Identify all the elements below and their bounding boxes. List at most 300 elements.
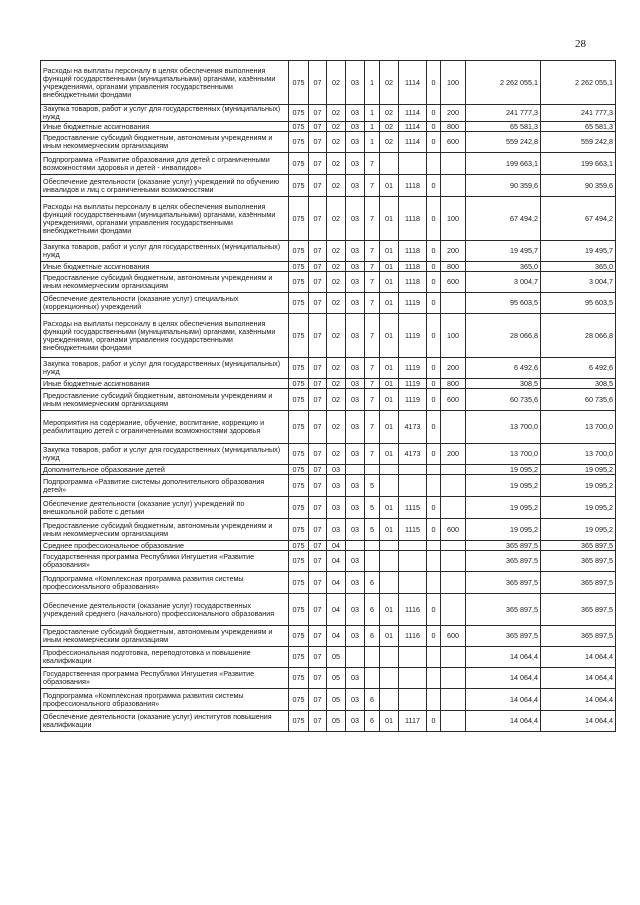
code-cell-c5: 5 (365, 519, 380, 541)
code-cell-c1: 075 (289, 153, 309, 175)
row-name-cell: Иные бюджетные ассигнования (41, 262, 289, 272)
code-cell-c4: 03 (346, 444, 365, 465)
code-cell-c4: 03 (346, 411, 365, 444)
code-cell-c5: 7 (365, 314, 380, 358)
code-cell-c5: 7 (365, 411, 380, 444)
table-row (41, 444, 616, 465)
row-name-cell: Обеспечение деятельности (оказание услуг) институтов повышения квалификации (41, 711, 289, 732)
table-row (41, 153, 616, 175)
code-cell-c6: 02 (380, 132, 399, 153)
code-cell-c4: 03 (346, 668, 365, 689)
code-cell-c7: 1119 (399, 314, 427, 358)
row-name-cell: Подпрограмма «Развитие системы дополнительного образования детей» (41, 475, 289, 497)
code-cell-c4: 03 (346, 272, 365, 293)
amount-cell-v2: 365 897,5 (541, 626, 616, 647)
code-cell-c9 (441, 668, 466, 689)
amount-cell-v2: 365 897,5 (541, 541, 616, 551)
code-cell-c9: 200 (441, 358, 466, 379)
code-cell-c6 (380, 475, 399, 497)
code-cell-c7: 1118 (399, 175, 427, 197)
code-cell-c7: 4173 (399, 444, 427, 465)
code-cell-c4: 03 (346, 105, 365, 122)
code-cell-c6: 01 (380, 594, 399, 626)
code-cell-c6 (380, 465, 399, 475)
amount-cell-v2: 241 777,3 (541, 105, 616, 122)
code-cell-c4: 03 (346, 197, 365, 241)
code-cell-c3: 02 (327, 175, 346, 197)
code-cell-c5 (365, 541, 380, 551)
code-cell-c3: 02 (327, 105, 346, 122)
amount-cell-v2: 14 064,4 (541, 668, 616, 689)
code-cell-c7: 1114 (399, 132, 427, 153)
code-cell-c6 (380, 572, 399, 594)
amount-cell-v2: 2 262 055,1 (541, 61, 616, 105)
amount-cell-v1: 14 064,4 (466, 689, 541, 711)
code-cell-c1: 075 (289, 132, 309, 153)
code-cell-c8 (427, 465, 441, 475)
code-cell-c4: 03 (346, 689, 365, 711)
row-name-cell: Предоставление субсидий бюджетным, автономным учреждениям и иным некоммерческим организациям (41, 389, 289, 411)
code-cell-c6: 01 (380, 241, 399, 262)
code-cell-c9: 800 (441, 379, 466, 389)
code-cell-c7: 1115 (399, 497, 427, 519)
row-name-cell: Предоставление субсидий бюджетным, автономным учреждениям и иным некоммерческим организациям (41, 519, 289, 541)
amount-cell-v2: 365 897,5 (541, 594, 616, 626)
code-cell-c7 (399, 551, 427, 572)
code-cell-c8: 0 (427, 272, 441, 293)
code-cell-c8: 0 (427, 594, 441, 626)
code-cell-c6: 01 (380, 293, 399, 314)
amount-cell-v1: 2 262 055,1 (466, 61, 541, 105)
code-cell-c2: 07 (309, 551, 327, 572)
code-cell-c5: 7 (365, 293, 380, 314)
code-cell-c5 (365, 465, 380, 475)
code-cell-c1: 075 (289, 272, 309, 293)
row-name-cell: Иные бюджетные ассигнования (41, 379, 289, 389)
code-cell-c5: 6 (365, 711, 380, 732)
code-cell-c9: 600 (441, 272, 466, 293)
table-row (41, 465, 616, 475)
row-name-cell: Расходы на выплаты персоналу в целях обеспечения выполнения функций государственными (муниципальными) органами, казёнными учреждениями, органами управления государственными внебюджетными фондами (41, 314, 289, 358)
code-cell-c3: 02 (327, 293, 346, 314)
code-cell-c8 (427, 668, 441, 689)
code-cell-c6: 01 (380, 358, 399, 379)
code-cell-c7 (399, 572, 427, 594)
code-cell-c4: 03 (346, 475, 365, 497)
code-cell-c5: 7 (365, 444, 380, 465)
code-cell-c4: 03 (346, 711, 365, 732)
code-cell-c2: 07 (309, 272, 327, 293)
table-row (41, 647, 616, 668)
code-cell-c4: 03 (346, 497, 365, 519)
amount-cell-v2: 3 004,7 (541, 272, 616, 293)
code-cell-c2: 07 (309, 626, 327, 647)
code-cell-c9: 800 (441, 262, 466, 272)
code-cell-c9 (441, 175, 466, 197)
code-cell-c2: 07 (309, 647, 327, 668)
code-cell-c7: 1114 (399, 61, 427, 105)
amount-cell-v1: 28 066,8 (466, 314, 541, 358)
code-cell-c7 (399, 647, 427, 668)
code-cell-c4: 03 (346, 293, 365, 314)
amount-cell-v1: 365 897,5 (466, 626, 541, 647)
amount-cell-v1: 308,5 (466, 379, 541, 389)
code-cell-c4: 03 (346, 314, 365, 358)
code-cell-c2: 07 (309, 689, 327, 711)
code-cell-c9: 200 (441, 241, 466, 262)
row-name-cell: Подпрограмма «Развитие образования для детей с ограниченными возможностями здоровья и детей - инвалидов» (41, 153, 289, 175)
code-cell-c8: 0 (427, 411, 441, 444)
code-cell-c5 (365, 668, 380, 689)
code-cell-c2: 07 (309, 379, 327, 389)
code-cell-c3: 04 (327, 551, 346, 572)
code-cell-c5: 7 (365, 358, 380, 379)
code-cell-c5: 7 (365, 389, 380, 411)
code-cell-c5: 6 (365, 626, 380, 647)
code-cell-c6 (380, 647, 399, 668)
code-cell-c1: 075 (289, 689, 309, 711)
code-cell-c8: 0 (427, 444, 441, 465)
code-cell-c9 (441, 475, 466, 497)
code-cell-c3: 04 (327, 572, 346, 594)
code-cell-c1: 075 (289, 626, 309, 647)
code-cell-c5: 7 (365, 175, 380, 197)
code-cell-c5: 7 (365, 272, 380, 293)
row-name-cell: Обеспечение деятельности (оказание услуг) учреждений по внешкольной работе с детьми (41, 497, 289, 519)
table-row (41, 293, 616, 314)
amount-cell-v1: 19 095,2 (466, 519, 541, 541)
code-cell-c7: 1119 (399, 389, 427, 411)
amount-cell-v2: 28 066,8 (541, 314, 616, 358)
code-cell-c3: 02 (327, 389, 346, 411)
amount-cell-v1: 13 700,0 (466, 444, 541, 465)
amount-cell-v1: 65 581,3 (466, 122, 541, 132)
code-cell-c5: 7 (365, 241, 380, 262)
code-cell-c3: 02 (327, 197, 346, 241)
code-cell-c4: 03 (346, 262, 365, 272)
table-row (41, 519, 616, 541)
table-row (41, 711, 616, 732)
table-row (41, 132, 616, 153)
table-row (41, 689, 616, 711)
code-cell-c4: 03 (346, 626, 365, 647)
code-cell-c6 (380, 153, 399, 175)
amount-cell-v1: 14 064,4 (466, 647, 541, 668)
code-cell-c6 (380, 668, 399, 689)
code-cell-c9: 100 (441, 197, 466, 241)
code-cell-c3: 05 (327, 647, 346, 668)
code-cell-c3: 02 (327, 241, 346, 262)
code-cell-c4: 03 (346, 132, 365, 153)
code-cell-c3: 03 (327, 475, 346, 497)
amount-cell-v1: 19 495,7 (466, 241, 541, 262)
code-cell-c5: 1 (365, 61, 380, 105)
table-row (41, 572, 616, 594)
code-cell-c7: 1116 (399, 626, 427, 647)
code-cell-c1: 075 (289, 105, 309, 122)
amount-cell-v2: 559 242,8 (541, 132, 616, 153)
code-cell-c1: 075 (289, 594, 309, 626)
code-cell-c5 (365, 647, 380, 668)
row-name-cell: Подпрограмма «Комплексная программа развития системы профессионального образования» (41, 572, 289, 594)
code-cell-c8: 0 (427, 626, 441, 647)
code-cell-c6: 01 (380, 272, 399, 293)
code-cell-c6: 02 (380, 105, 399, 122)
code-cell-c2: 07 (309, 519, 327, 541)
code-cell-c5: 1 (365, 132, 380, 153)
row-name-cell: Иные бюджетные ассигнования (41, 122, 289, 132)
code-cell-c5: 6 (365, 572, 380, 594)
amount-cell-v1: 13 700,0 (466, 411, 541, 444)
code-cell-c2: 07 (309, 241, 327, 262)
row-name-cell: Дополнительное образование детей (41, 465, 289, 475)
amount-cell-v2: 199 663,1 (541, 153, 616, 175)
code-cell-c6: 01 (380, 262, 399, 272)
code-cell-c3: 04 (327, 626, 346, 647)
row-name-cell: Расходы на выплаты персоналу в целях обеспечения выполнения функций государственными (муниципальными) органами, казёнными учреждениями, органами управления государственными внебюджетными фондами (41, 197, 289, 241)
code-cell-c9 (441, 293, 466, 314)
code-cell-c3: 02 (327, 262, 346, 272)
row-name-cell: Расходы на выплаты персоналу в целях обеспечения выполнения функций государственными (муниципальными) органами, казёнными учреждениями, органами управления государственными внебюджетными фондами (41, 61, 289, 105)
row-name-cell: Предоставление субсидий бюджетным, автономным учреждениям и иным некоммерческим организациям (41, 272, 289, 293)
code-cell-c2: 07 (309, 358, 327, 379)
amount-cell-v2: 13 700,0 (541, 411, 616, 444)
code-cell-c8: 0 (427, 122, 441, 132)
table-row (41, 497, 616, 519)
code-cell-c7: 1115 (399, 519, 427, 541)
amount-cell-v1: 19 095,2 (466, 497, 541, 519)
table-row (41, 175, 616, 197)
row-name-cell: Обеспечение деятельности (оказание услуг) учреждений по обучению инвалидов и лиц с ограниченными возможностями (41, 175, 289, 197)
code-cell-c3: 04 (327, 594, 346, 626)
table-row (41, 541, 616, 551)
amount-cell-v1: 14 064,4 (466, 668, 541, 689)
code-cell-c2: 07 (309, 61, 327, 105)
code-cell-c1: 075 (289, 497, 309, 519)
amount-cell-v2: 19 095,2 (541, 497, 616, 519)
code-cell-c8: 0 (427, 293, 441, 314)
amount-cell-v1: 365 897,5 (466, 594, 541, 626)
code-cell-c1: 075 (289, 175, 309, 197)
table-row (41, 594, 616, 626)
code-cell-c6 (380, 689, 399, 711)
code-cell-c8 (427, 551, 441, 572)
amount-cell-v2: 14 064,4 (541, 711, 616, 732)
code-cell-c6: 01 (380, 711, 399, 732)
row-name-cell: Государственная программа Республики Ингушетия «Развитие образования» (41, 668, 289, 689)
code-cell-c8: 0 (427, 711, 441, 732)
code-cell-c7 (399, 465, 427, 475)
amount-cell-v2: 13 700,0 (541, 444, 616, 465)
amount-cell-v2: 19 095,2 (541, 519, 616, 541)
code-cell-c3: 04 (327, 541, 346, 551)
code-cell-c9: 600 (441, 519, 466, 541)
code-cell-c6: 01 (380, 314, 399, 358)
amount-cell-v1: 241 777,3 (466, 105, 541, 122)
table-row (41, 379, 616, 389)
code-cell-c5: 1 (365, 105, 380, 122)
budget-table-body (41, 61, 616, 732)
code-cell-c5: 6 (365, 594, 380, 626)
amount-cell-v1: 19 095,2 (466, 475, 541, 497)
code-cell-c9 (441, 411, 466, 444)
table-row (41, 61, 616, 105)
code-cell-c3: 02 (327, 61, 346, 105)
amount-cell-v1: 199 663,1 (466, 153, 541, 175)
code-cell-c6: 01 (380, 175, 399, 197)
code-cell-c8 (427, 572, 441, 594)
code-cell-c3: 03 (327, 497, 346, 519)
code-cell-c7 (399, 668, 427, 689)
code-cell-c2: 07 (309, 411, 327, 444)
row-name-cell: Закупка товаров, работ и услуг для государственных (муниципальных) нужд (41, 444, 289, 465)
code-cell-c9: 200 (441, 105, 466, 122)
code-cell-c6: 01 (380, 444, 399, 465)
amount-cell-v2: 95 603,5 (541, 293, 616, 314)
amount-cell-v1: 95 603,5 (466, 293, 541, 314)
amount-cell-v1: 559 242,8 (466, 132, 541, 153)
code-cell-c3: 02 (327, 314, 346, 358)
code-cell-c1: 075 (289, 551, 309, 572)
code-cell-c6: 02 (380, 61, 399, 105)
code-cell-c2: 07 (309, 572, 327, 594)
row-name-cell: Предоставление субсидий бюджетным, автономным учреждениям и иным некоммерческим организациям (41, 626, 289, 647)
amount-cell-v2: 19 495,7 (541, 241, 616, 262)
table-row (41, 105, 616, 122)
code-cell-c1: 075 (289, 647, 309, 668)
row-name-cell: Обеспечение деятельности (оказание услуг) специальных (коррекционных) учреждений (41, 293, 289, 314)
code-cell-c8 (427, 647, 441, 668)
code-cell-c2: 07 (309, 594, 327, 626)
code-cell-c5: 1 (365, 122, 380, 132)
code-cell-c6 (380, 551, 399, 572)
code-cell-c7: 1119 (399, 358, 427, 379)
code-cell-c9: 600 (441, 626, 466, 647)
amount-cell-v1: 365 897,5 (466, 541, 541, 551)
code-cell-c2: 07 (309, 444, 327, 465)
code-cell-c9 (441, 572, 466, 594)
code-cell-c1: 075 (289, 61, 309, 105)
code-cell-c7: 1114 (399, 105, 427, 122)
row-name-cell: Закупка товаров, работ и услуг для государственных (муниципальных) нужд (41, 358, 289, 379)
code-cell-c4: 03 (346, 379, 365, 389)
code-cell-c2: 07 (309, 541, 327, 551)
code-cell-c2: 07 (309, 389, 327, 411)
code-cell-c3: 02 (327, 132, 346, 153)
code-cell-c1: 075 (289, 241, 309, 262)
table-row (41, 358, 616, 379)
code-cell-c7: 1118 (399, 272, 427, 293)
row-name-cell: Подпрограмма «Комплексная программа развития системы профессионального образования» (41, 689, 289, 711)
code-cell-c3: 02 (327, 379, 346, 389)
code-cell-c1: 075 (289, 389, 309, 411)
code-cell-c7: 1117 (399, 711, 427, 732)
code-cell-c1: 075 (289, 411, 309, 444)
code-cell-c4: 03 (346, 389, 365, 411)
code-cell-c4: 03 (346, 519, 365, 541)
code-cell-c3: 02 (327, 411, 346, 444)
code-cell-c7 (399, 541, 427, 551)
code-cell-c4: 03 (346, 551, 365, 572)
budget-table (40, 60, 616, 732)
code-cell-c2: 07 (309, 668, 327, 689)
code-cell-c4 (346, 647, 365, 668)
row-name-cell: Профессиональная подготовка, переподготовка и повышение квалификации (41, 647, 289, 668)
code-cell-c8 (427, 689, 441, 711)
code-cell-c5: 5 (365, 497, 380, 519)
amount-cell-v2: 6 492,6 (541, 358, 616, 379)
code-cell-c4: 03 (346, 61, 365, 105)
table-row (41, 314, 616, 358)
code-cell-c4 (346, 541, 365, 551)
code-cell-c1: 075 (289, 358, 309, 379)
code-cell-c5: 7 (365, 153, 380, 175)
code-cell-c6: 01 (380, 497, 399, 519)
code-cell-c8 (427, 153, 441, 175)
code-cell-c8: 0 (427, 197, 441, 241)
code-cell-c9: 100 (441, 61, 466, 105)
code-cell-c2: 07 (309, 175, 327, 197)
table-row (41, 668, 616, 689)
code-cell-c2: 07 (309, 711, 327, 732)
code-cell-c9: 600 (441, 132, 466, 153)
code-cell-c2: 07 (309, 314, 327, 358)
code-cell-c9: 800 (441, 122, 466, 132)
table-row (41, 389, 616, 411)
code-cell-c8 (427, 475, 441, 497)
code-cell-c4: 03 (346, 175, 365, 197)
code-cell-c2: 07 (309, 293, 327, 314)
code-cell-c3: 05 (327, 668, 346, 689)
code-cell-c3: 02 (327, 153, 346, 175)
code-cell-c2: 07 (309, 122, 327, 132)
code-cell-c2: 07 (309, 475, 327, 497)
code-cell-c4: 03 (346, 572, 365, 594)
amount-cell-v1: 90 359,6 (466, 175, 541, 197)
code-cell-c4: 03 (346, 153, 365, 175)
code-cell-c7 (399, 475, 427, 497)
code-cell-c3: 02 (327, 358, 346, 379)
code-cell-c9 (441, 711, 466, 732)
row-name-cell: Обеспечение деятельности (оказание услуг) государственных учреждений среднего (начального) профессионального образования (41, 594, 289, 626)
code-cell-c1: 075 (289, 444, 309, 465)
amount-cell-v1: 6 492,6 (466, 358, 541, 379)
amount-cell-v2: 19 095,2 (541, 475, 616, 497)
code-cell-c8: 0 (427, 379, 441, 389)
code-cell-c8: 0 (427, 519, 441, 541)
code-cell-c8: 0 (427, 175, 441, 197)
row-name-cell: Среднее профессиональное образование (41, 541, 289, 551)
code-cell-c8: 0 (427, 389, 441, 411)
table-row (41, 197, 616, 241)
code-cell-c1: 075 (289, 293, 309, 314)
code-cell-c6: 01 (380, 389, 399, 411)
code-cell-c2: 07 (309, 132, 327, 153)
amount-cell-v1: 3 004,7 (466, 272, 541, 293)
code-cell-c4: 03 (346, 122, 365, 132)
code-cell-c9: 100 (441, 314, 466, 358)
code-cell-c3: 02 (327, 122, 346, 132)
table-row (41, 272, 616, 293)
amount-cell-v2: 308,5 (541, 379, 616, 389)
amount-cell-v2: 65 581,3 (541, 122, 616, 132)
code-cell-c6: 01 (380, 411, 399, 444)
code-cell-c5: 6 (365, 689, 380, 711)
code-cell-c7: 1119 (399, 379, 427, 389)
code-cell-c2: 07 (309, 262, 327, 272)
code-cell-c1: 075 (289, 262, 309, 272)
amount-cell-v1: 365 897,5 (466, 572, 541, 594)
